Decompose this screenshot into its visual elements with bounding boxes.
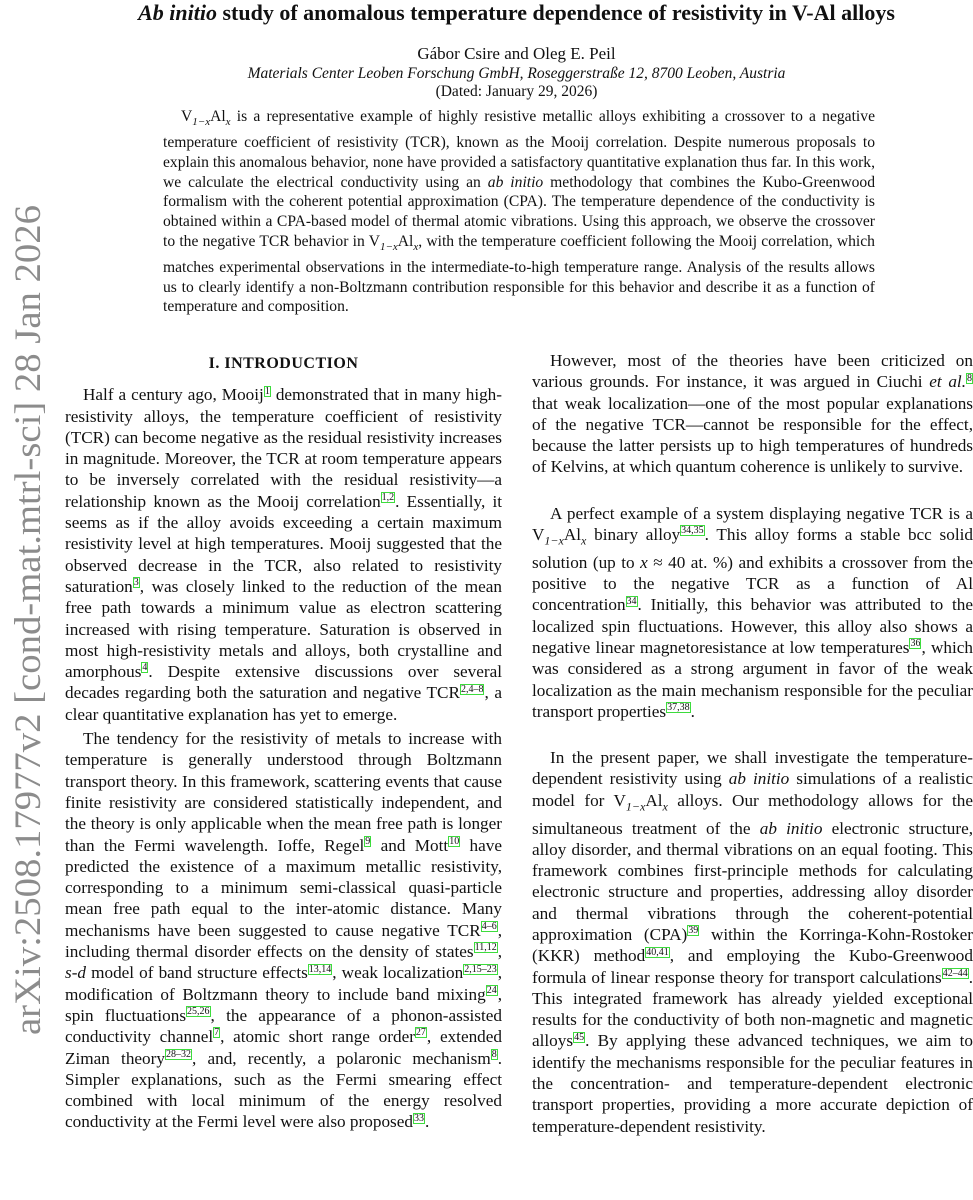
citation-link[interactable]: 34,35	[681, 525, 704, 537]
paragraph	[65, 384, 502, 725]
text: , a clear quantitative explanation has yet to emerge.	[65, 683, 502, 724]
citation-link[interactable]: 4	[142, 662, 148, 674]
citation-link[interactable]: 4–6	[481, 920, 497, 932]
text: , the appearance of a phonon-assisted conductivity channel	[65, 1005, 502, 1047]
text: model of band structure effects	[86, 963, 308, 983]
text: binary alloy	[586, 525, 681, 545]
citation-link[interactable]: 13,14	[308, 963, 332, 975]
subscript: 1−x	[625, 799, 646, 814]
abstract-text: V	[181, 108, 193, 125]
text: . Initially, this behavior was attributed to the localized spin fluctuations. However, this alloy also shows a negative linear magnetoresistance at low temperatures	[532, 595, 973, 657]
text: , and employing the Kubo-Greenwood formula of linear response theory for transport calculations	[532, 946, 973, 987]
text: , and, recently, a polaronic mechanism	[191, 1048, 491, 1068]
text: ≈ 40 at. %) and exhibits a crossover from the positive to the negative TCR as a function of Al concentration	[532, 552, 973, 615]
text: , modification of Boltzmann theory to include band mixing	[65, 963, 502, 1004]
subscript: x	[225, 116, 231, 129]
subscript: 1−x	[544, 533, 564, 548]
text: . Simpler explanations, such as the Fermi smearing effect combined with local minimum of the energy resolved conductivity at the Fermi level were also proposed	[65, 1048, 503, 1132]
abstract	[163, 107, 875, 317]
citation-link[interactable]: 33	[413, 1112, 424, 1124]
affiliation: Materials Center Leoben Forschung GmbH, Roseggerstraße 12, 8700 Leoben, Austria	[247, 65, 786, 82]
abstract-text: , with the temperature coefficient following the Mooij correlation, which matches experimental observations in the intermediate-to-high temperature range. Analysis of the results allows us to clearly identify a non-Boltzmann contribution responsible for this behavior and describe it as a function of temperature and composition.	[163, 232, 875, 316]
text: , was closely linked to the reduction of the mean free path towards a minimum value as electron scattering increased with rising temperature. Saturation is observed in most high-resistivity metals and alloys, both crystalline and amorphous	[65, 576, 502, 682]
text: ,	[497, 942, 502, 962]
italic-text: s-d	[65, 963, 87, 983]
citation-link[interactable]: 36	[910, 638, 921, 650]
text: demonstrated that in many high-resistivity alloys, the temperature coefficient of resistivity (TCR) can become negative as the residual resistivity increases in magnitude. Moreover, the TCR at room temperature appears to be inversely correlated with the residual resistivity—a relationship known as the Mooij correlation	[65, 385, 503, 511]
citation-link[interactable]: 1,2	[381, 492, 395, 504]
text: , weak localization	[332, 963, 464, 983]
text: A perfect example of a system displaying negative TCR is a V	[532, 503, 973, 545]
text: . Despite extensive discussions over several decades regarding both the saturation and negative TCR	[65, 662, 502, 703]
arxiv-stamp	[0, 0, 60, 1200]
citation-link[interactable]: 11,12	[474, 942, 497, 954]
paragraph	[65, 728, 502, 1133]
text: Al	[563, 525, 582, 545]
spacer	[532, 481, 973, 503]
text: .	[690, 701, 695, 721]
paragraph	[532, 503, 973, 722]
abstract-text: methodology that combines the Kubo-Greenwood formalism with the coherent potential approximation (CPA). The temperature dependence of the conductivity is obtained within a CPA-based model of thermal atomic vibrations. Using this approach, we observe the crossover to the negative TCR behavior in V	[163, 173, 875, 250]
citation-link[interactable]: 39	[688, 925, 699, 937]
paragraph	[532, 350, 973, 478]
text: have predicted the existence of a maximum metallic resistivity, corresponding to a minimum semi-classical quasi-particle mean free path equal to the inter-atomic distance. Many mechanisms have been suggested to cause negative TCR	[65, 835, 502, 940]
text: .	[424, 1112, 430, 1132]
text: , extended Ziman theory	[65, 1027, 502, 1068]
subscript: x	[413, 241, 419, 253]
subscript: x	[662, 799, 668, 814]
italic-text: x	[640, 552, 648, 572]
text: The tendency for the resistivity of metals to increase with temperature is generally understood through Boltzmann transport theory. In this framework, scattering events that cause finite resistivity are considered statistically independent, and the theory is only applicable when the mean free path is longer than the Fermi wavelength. Ioffe, Regel	[65, 729, 502, 855]
paper-title	[60, 0, 973, 26]
citation-link[interactable]: 34	[626, 595, 637, 607]
citation-link[interactable]: 42–44	[942, 967, 968, 979]
text: alloys. Our methodology allows for the simultaneous treatment of the	[532, 790, 973, 838]
citation-link[interactable]: 45	[574, 1031, 585, 1043]
date-line: (Dated: January 29, 2026)	[435, 83, 598, 100]
text: , atomic short range order	[220, 1027, 415, 1047]
arxiv-id: arXiv:2508.17977v2 [cond-mat.mtrl-sci] 28 Jan 2026	[8, 230, 49, 1035]
citation-link[interactable]: 7	[214, 1027, 220, 1039]
citation-link[interactable]: 27	[415, 1027, 426, 1039]
paragraph	[532, 747, 973, 1137]
section-heading: I. INTRODUCTION	[208, 355, 359, 372]
text: and Mott	[371, 835, 449, 855]
subscript: 1−x	[192, 116, 211, 129]
subscript: x	[581, 533, 587, 548]
citation-link[interactable]: 1	[264, 385, 270, 397]
spacer	[532, 725, 973, 747]
abstract-italic: ab initio	[487, 173, 544, 191]
text: , including thermal disorder effects on the density of states	[65, 920, 502, 962]
italic-text: ab initio	[728, 769, 790, 789]
text: . Essentially, it seems as if the alloy avoids exceeding a certain maximum resistivity level at high temperatures. Mooij suggested that the observed decrease in the TCR, also related to resistivity saturation	[65, 491, 503, 596]
citation-link[interactable]: 8	[967, 372, 972, 384]
left-column	[65, 350, 502, 1136]
right-column	[532, 350, 973, 1140]
text: , spin fluctuations	[65, 984, 502, 1025]
subscript: 1−x	[379, 241, 398, 253]
citation-link[interactable]: 40,41	[646, 946, 669, 958]
text: that weak localization—one of the most popular explanations of the negative TCR—cannot be responsible for the effect, because the latter persists up to high temperatures of hundreds of Kelvins, at which quantum coherence is unlikely to survive.	[532, 393, 973, 477]
abstract-text: Al	[210, 108, 226, 125]
title-italic: Ab initio	[138, 0, 217, 25]
arxiv-stamp-svg	[0, 0, 60, 1200]
text: simulations of a realistic model for V	[532, 769, 973, 810]
authors: Gábor Csire and Oleg E. Peil	[417, 44, 616, 63]
text: However, most of the theories have been criticized on various grounds. For instance, it was argued in Ciuchi	[532, 351, 973, 392]
abstract-text: is a representative example of highly resistive metallic alloys exhibiting a crossover to a negative temperature coefficient of resistivity (TCR), known as the Mooij correlation. Despite numerous proposals to explain this anomalous behavior, none have provided a satisfactory quantitative explanation thus far. In this work, we calculate the electrical conductivity using an	[163, 108, 875, 191]
citation-link[interactable]: 2,4–8	[460, 683, 484, 695]
text: within the Korringa-Kohn-Rostoker (KKR) method	[532, 925, 973, 966]
citation-link[interactable]: 8	[491, 1048, 497, 1060]
text: . This alloy forms a stable bcc solid solution (up to	[532, 525, 973, 572]
citation-link[interactable]: 25,26	[187, 1006, 210, 1018]
text: In the present paper, we shall investigate the temperature-dependent resistivity using	[532, 748, 973, 789]
text: . This integrated framework has already yielded exceptional results for the conductivity of both non-magnetic and magnetic alloys	[532, 967, 973, 1051]
text: , which was considered as a strong argument in favor of the weak localization as the main mechanism responsible for the peculiar transport properties	[532, 638, 973, 721]
citation-link[interactable]: 37,38	[667, 702, 690, 714]
citation-link[interactable]: 10	[449, 835, 460, 847]
italic-text: ab initio	[759, 818, 823, 838]
text: Half a century ago, Mooij	[83, 385, 264, 405]
abstract-text: Al	[397, 232, 414, 250]
text: electronic structure, alloy disorder, and thermal vibrations on an equal footing. This framework combines first-principle methods for calculating electronic structure and properties, addressing alloy disorder and thermal vibrations through the coherent-potential approximation (CPA)	[532, 818, 973, 944]
citation-link[interactable]: 24	[486, 984, 497, 996]
text: Al	[645, 790, 663, 810]
italic-text: et al.	[929, 372, 966, 392]
citation-link[interactable]: 2,15–23	[464, 963, 497, 975]
citation-link[interactable]: 9	[365, 835, 371, 847]
text: . By applying these advanced techniques, we aim to identify the mechanisms responsible for the peculiar features in the concentration- and temperature-dependent electronic transport properties, providing a more accurate depiction of temperature-dependent resistivity.	[532, 1031, 973, 1136]
citation-link[interactable]: 3	[133, 577, 139, 589]
title-rest: study of anomalous temperature dependence of resistivity in V-Al alloys	[216, 0, 895, 25]
citation-link[interactable]: 28–32	[165, 1048, 191, 1060]
